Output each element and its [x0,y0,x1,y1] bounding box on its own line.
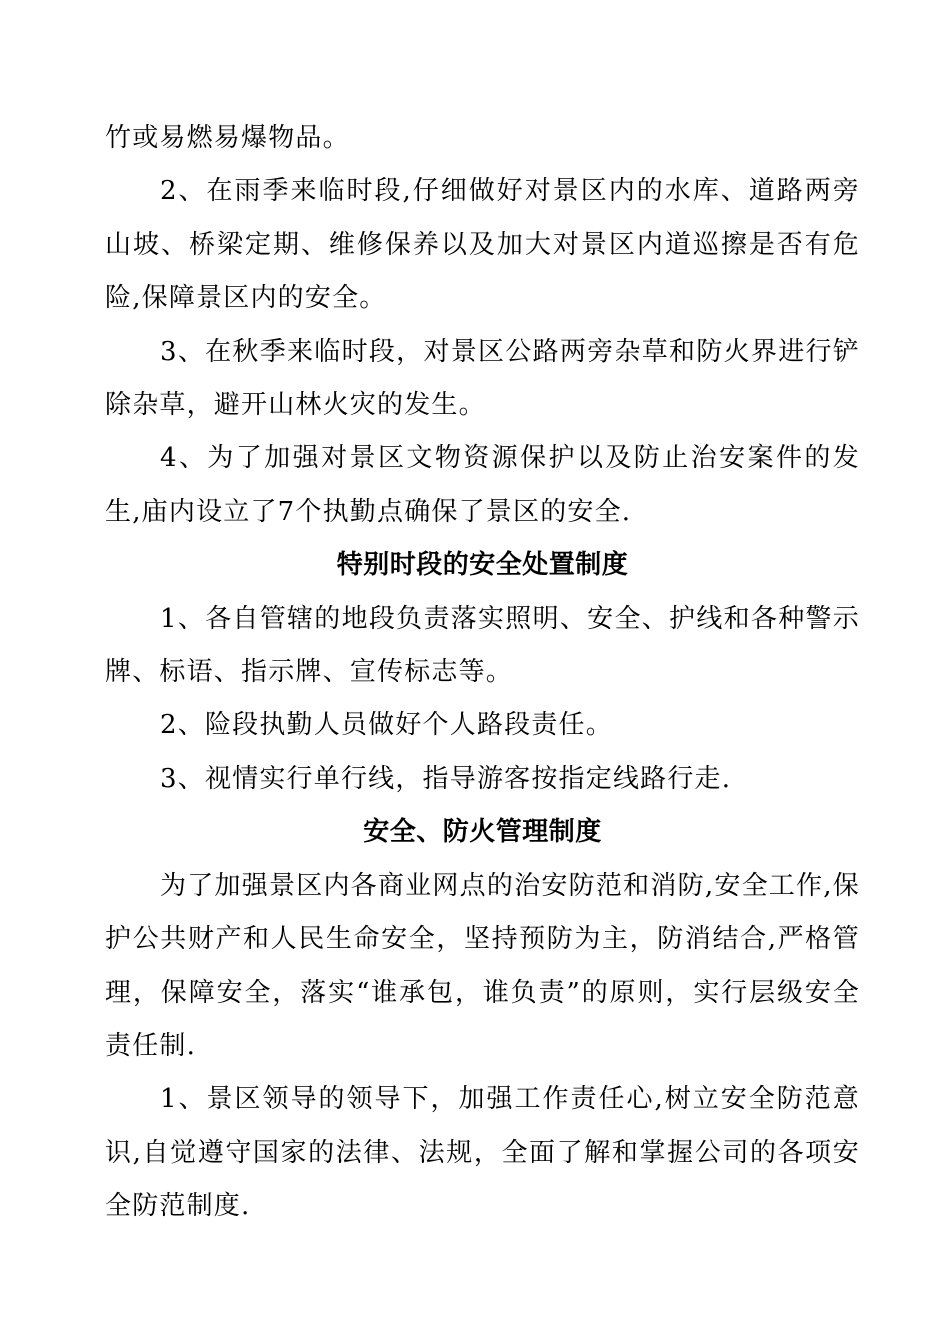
paragraph-special-2: 2、险段执勤人员做好个人路段责任。 [160,710,613,741]
paragraph-item-2-rain-season: 2、在雨季来临时段,仔细做好对景区内的水库、道路两旁山坡、桥梁定期、维修保养以及加大对景区内道巡擦是否有危险,保障景区内的安全。 [105,176,860,314]
document-page [105,112,860,1234]
paragraph-intro-end: 竹或易燃易爆物品。 [105,123,350,153]
paragraph-special-1: 1、各自管辖的地段负责落实照明、安全、护线和各种警示牌、标语、指示牌、宣传标志等。 [105,603,860,688]
paragraph-fire-intro: 为了加强景区内各商业网点的治安防范和消防,安全工作,保护公共财产和人民生命安全，坚持预防为主，防消结合,严格管理，保障安全，落实“谁承包，谁负责”的原则，实行层级安全责任制. [105,870,860,1061]
paragraph-item-4-relics-protection: 4、为了加强对景区文物资源保护以及防止治安案件的发生,庙内设立了7个执勤点确保了景区的安全. [105,443,860,527]
paragraph-fire-1: 1、景区领导的领导下，加强工作责任心,树立安全防范意识,自觉遵守国家的法律、法规，全面了解和掌握公司的各项安全防范制度. [105,1084,860,1222]
section-heading-special-periods: 特别时段的安全处置制度 [336,550,629,581]
section-heading-fire-safety: 安全、防火管理制度 [363,817,602,848]
paragraph-special-3: 3、视情实行单行线，指导游客按指定线路行走. [160,763,732,794]
paragraph-item-3-autumn-season: 3、在秋季来临时段，对景区公路两旁杂草和防火界进行铲除杂草，避开山林火灾的发生。 [105,336,860,421]
